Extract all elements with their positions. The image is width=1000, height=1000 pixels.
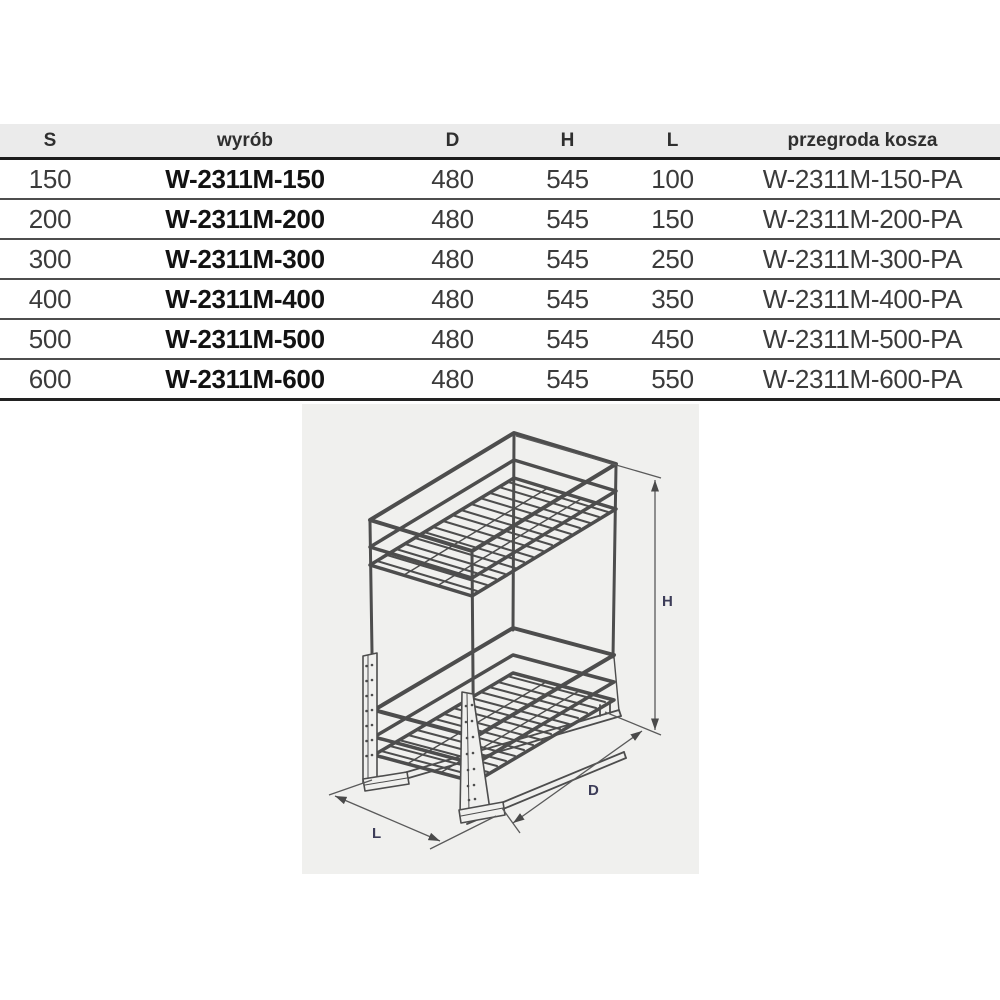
- product-spec-table: [0, 124, 1000, 401]
- dimension-height: [516, 436, 673, 735]
- cell-wyrob: W-2311M-600: [165, 364, 325, 394]
- cell-wyrob: W-2311M-150: [165, 164, 325, 194]
- cell-d: 480: [431, 364, 474, 394]
- basket-drawing: [302, 404, 699, 874]
- table-header-row: [0, 124, 1000, 160]
- cell-l: 150: [651, 204, 694, 234]
- width-label: L: [372, 825, 382, 842]
- cell-s: 400: [28, 284, 72, 314]
- upper-basket: [370, 433, 616, 596]
- cell-przegroda: W-2311M-150-PA: [762, 164, 963, 194]
- cell-l: 550: [651, 364, 694, 394]
- cell-przegroda: W-2311M-500-PA: [762, 324, 963, 354]
- cell-h: 545: [546, 364, 589, 394]
- cell-s: 600: [28, 364, 72, 394]
- cell-h: 545: [546, 244, 589, 274]
- cell-s: 200: [28, 204, 72, 234]
- table-row: [0, 160, 1000, 200]
- cell-h: 545: [546, 284, 589, 314]
- table-row: [0, 240, 1000, 280]
- cell-l: 450: [651, 324, 694, 354]
- cell-d: 480: [431, 244, 474, 274]
- table-row: [0, 280, 1000, 320]
- cell-przegroda: W-2311M-600-PA: [762, 364, 963, 394]
- cell-wyrob: W-2311M-200: [165, 204, 325, 234]
- cell-l: 100: [651, 164, 694, 194]
- spec-table-body: [0, 160, 1000, 401]
- cell-h: 545: [546, 204, 589, 234]
- cell-wyrob: W-2311M-400: [165, 284, 325, 314]
- cell-l: 350: [651, 284, 694, 314]
- cell-d: 480: [431, 204, 474, 234]
- depth-label: D: [588, 782, 599, 799]
- cell-przegroda: W-2311M-400-PA: [762, 284, 963, 314]
- column-header-d: D: [445, 130, 460, 151]
- cell-d: 480: [431, 164, 474, 194]
- column-header-s: S: [43, 130, 57, 151]
- table-row: [0, 320, 1000, 360]
- cell-d: 480: [431, 284, 474, 314]
- column-header-l: L: [666, 130, 679, 151]
- table-row: [0, 200, 1000, 240]
- cell-przegroda: W-2311M-300-PA: [762, 244, 963, 274]
- cell-przegroda: W-2311M-200-PA: [762, 204, 963, 234]
- cell-h: 545: [546, 324, 589, 354]
- cell-wyrob: W-2311M-300: [165, 244, 325, 274]
- column-header-h: H: [560, 130, 575, 151]
- lower-basket: [374, 628, 614, 782]
- cell-s: 300: [28, 244, 72, 274]
- column-header-przegroda: przegroda kosza: [787, 130, 938, 151]
- cell-d: 480: [431, 324, 474, 354]
- cell-h: 545: [546, 164, 589, 194]
- cell-wyrob: W-2311M-500: [165, 324, 325, 354]
- cell-s: 500: [28, 324, 72, 354]
- cell-l: 250: [651, 244, 694, 274]
- technical-drawing-canvas: [302, 404, 699, 874]
- cell-s: 150: [28, 164, 72, 194]
- column-header-wyrob: wyrób: [217, 130, 273, 151]
- table-row: [0, 360, 1000, 401]
- dimension-depth: [502, 731, 642, 833]
- height-label: H: [662, 593, 673, 610]
